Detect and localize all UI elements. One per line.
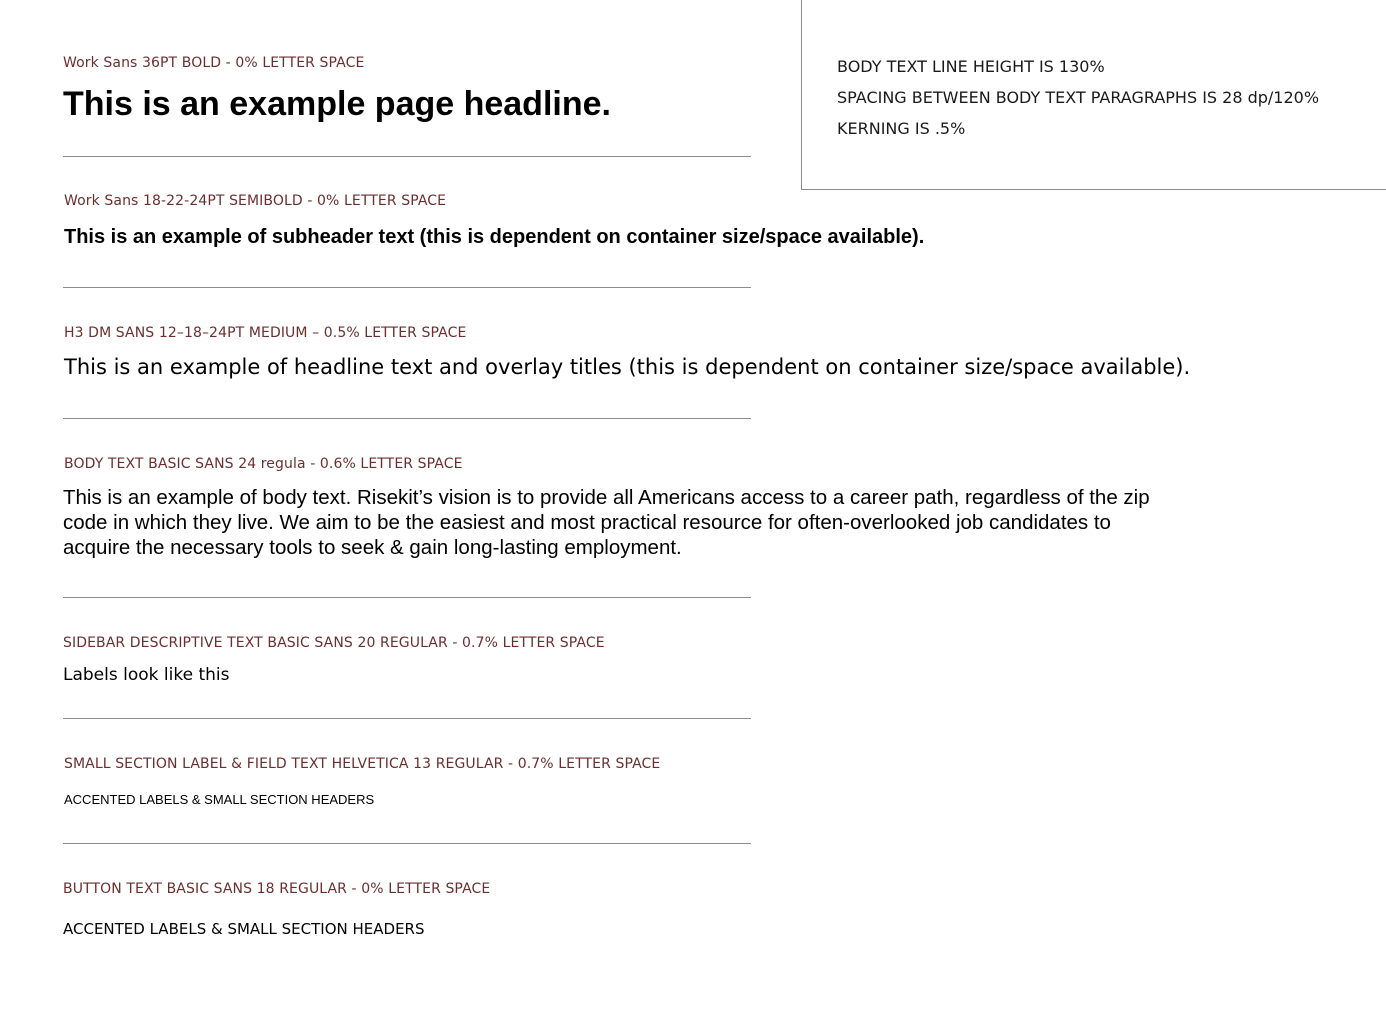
divider	[63, 287, 751, 288]
line-height-note: BODY TEXT LINE HEIGHT IS 130%	[837, 57, 1105, 76]
subheader-sample: This is an example of subheader text (this is dependent on container size/space available).	[64, 226, 925, 248]
body-text-sample: This is an example of body text. Risekit’s vision is to provide all Americans access to a career path, regardless of the zip code in which they live. We aim to be the easiest and most practical resource for often-overlooked job candidates to acquire the necessary tools to seek & gain long-lasting employment.	[63, 486, 1150, 559]
h3-spec-label: H3 DM SANS 12–18–24PT MEDIUM – 0.5% LETTER SPACE	[64, 325, 467, 341]
small-label-spec-label: SMALL SECTION LABEL & FIELD TEXT HELVETICA 13 REGULAR - 0.7% LETTER SPACE	[64, 756, 661, 772]
headline-spec-label: Work Sans 36PT BOLD - 0% LETTER SPACE	[63, 55, 365, 71]
button-text-spec-label: BUTTON TEXT BASIC SANS 18 REGULAR - 0% LETTER SPACE	[63, 881, 491, 897]
page-headline-sample: This is an example page headline.	[63, 85, 611, 123]
button-text-sample: ACCENTED LABELS & SMALL SECTION HEADERS	[63, 920, 425, 938]
kerning-note: KERNING IS .5%	[837, 119, 966, 138]
divider	[63, 718, 751, 719]
divider	[63, 597, 751, 598]
divider	[63, 418, 751, 419]
divider	[63, 156, 751, 157]
subheader-spec-label: Work Sans 18-22-24PT SEMIBOLD - 0% LETTER SPACE	[64, 193, 447, 209]
divider	[63, 843, 751, 844]
h3-headline-sample: This is an example of headline text and overlay titles (this is dependent on container size/space available).	[64, 355, 1191, 379]
body-text-spec-label: BODY TEXT BASIC SANS 24 regula - 0.6% LETTER SPACE	[64, 456, 463, 472]
sidebar-text-spec-label: SIDEBAR DESCRIPTIVE TEXT BASIC SANS 20 REGULAR - 0.7% LETTER SPACE	[63, 635, 605, 651]
small-section-label-sample: ACCENTED LABELS & SMALL SECTION HEADERS	[64, 792, 375, 807]
typography-notes-box	[801, 0, 1386, 190]
sidebar-label-sample: Labels look like this	[63, 665, 230, 685]
paragraph-spacing-note: SPACING BETWEEN BODY TEXT PARAGRAPHS IS 28 dp/120%	[837, 88, 1320, 107]
